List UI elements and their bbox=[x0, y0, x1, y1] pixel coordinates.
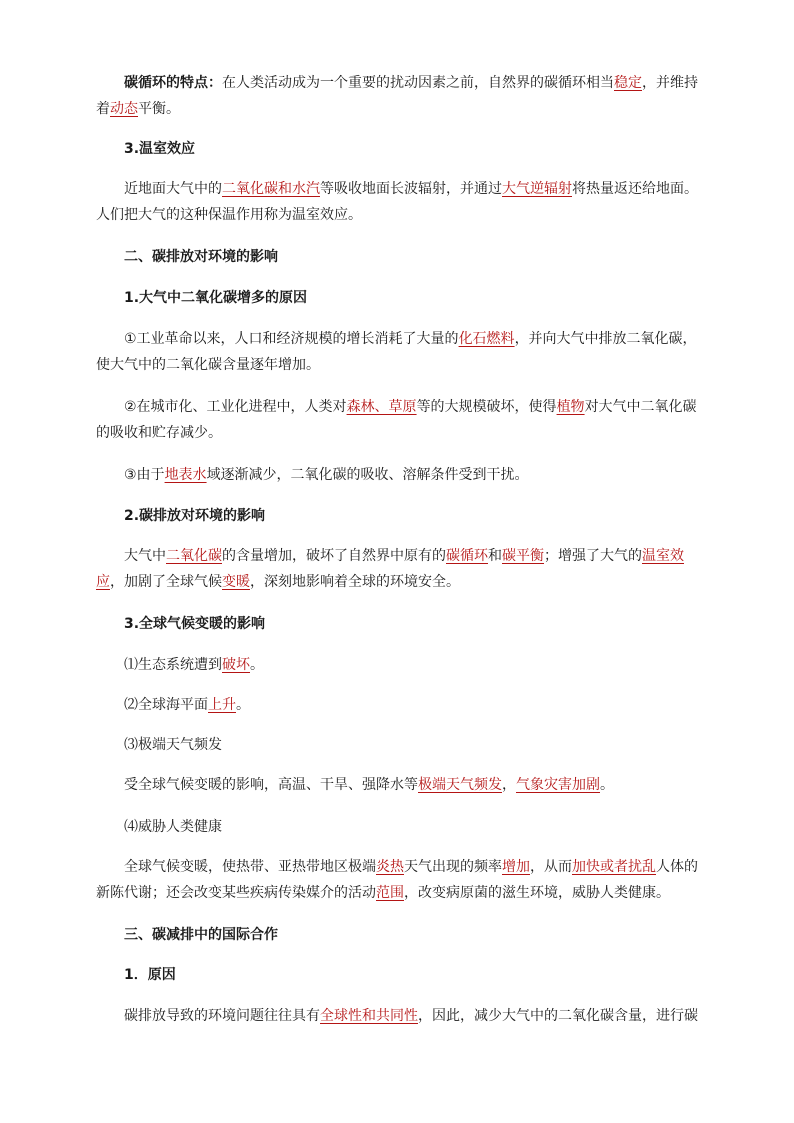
text-run: 将热量返还给地面。人们把大气的这种保温作用称为温室效应。 bbox=[96, 181, 698, 223]
list-item-health bbox=[96, 814, 700, 840]
text-run: ；增强了大气的 bbox=[544, 548, 642, 564]
text-run: 对大气中二氧化碳的吸收和贮存减少。 bbox=[96, 399, 697, 441]
text-run: 天气出现的频率 bbox=[404, 859, 502, 875]
paragraph-emission-impact bbox=[96, 543, 700, 595]
paragraph-carbon-cycle-feature bbox=[96, 70, 700, 122]
paragraph-cause-1 bbox=[96, 326, 700, 378]
paragraph-cause-2 bbox=[96, 394, 700, 446]
text-run: 人体的新陈代谢；还会改变某些疾病传染媒介的活动 bbox=[96, 859, 698, 901]
text-run: 。 bbox=[600, 777, 614, 793]
highlighted-term: 动态 bbox=[110, 101, 138, 117]
text-run: ，并向大气中排放二氧化碳，使大气中的二氧化碳含量逐年增加。 bbox=[96, 331, 697, 373]
section-heading-international-cooperation bbox=[96, 922, 700, 948]
paragraph-health bbox=[96, 854, 700, 906]
text-run: 。 bbox=[236, 697, 250, 713]
highlighted-term: 变暖 bbox=[222, 574, 250, 590]
bold-text: 2.碳排放对环境的影响 bbox=[124, 508, 266, 524]
highlighted-term: 化石燃料 bbox=[458, 331, 515, 347]
paragraph-reason bbox=[96, 1003, 700, 1029]
highlighted-term: 炎热 bbox=[376, 859, 404, 875]
text-run: 的含量增加，破坏了自然界中原有的 bbox=[222, 548, 446, 564]
bold-text: 三、碳减排中的国际合作 bbox=[124, 927, 278, 943]
text-run: 碳排放导致的环境问题往往具有 bbox=[124, 1008, 320, 1024]
heading-warming-impact bbox=[96, 611, 700, 637]
text-run: ，深刻地影响着全球的环境安全。 bbox=[250, 574, 460, 590]
text-run: 受全球气候变暖的影响，高温、干旱、强降水等 bbox=[124, 777, 418, 793]
text-run: 近地面大气中的 bbox=[124, 181, 222, 197]
text-run: ⑴生态系统遭到 bbox=[124, 657, 222, 673]
text-run: 和 bbox=[488, 548, 502, 564]
section-heading-carbon-emission-impact bbox=[96, 244, 700, 270]
highlighted-term: 碳循环 bbox=[446, 548, 488, 564]
highlighted-term: 全球性和共同性 bbox=[320, 1008, 418, 1024]
paragraph-greenhouse-effect bbox=[96, 176, 700, 228]
text-run: 等的大规模破坏，使得 bbox=[416, 399, 557, 415]
highlighted-term: 地表水 bbox=[164, 467, 207, 483]
paragraph-extreme-weather bbox=[96, 772, 700, 798]
text-run: ①工业革命以来，人口和经济规模的增长消耗了大量的 bbox=[124, 331, 459, 347]
text-run: ，加剧了全球气候 bbox=[110, 574, 222, 590]
highlighted-term: 二氧化碳和水汽 bbox=[222, 181, 320, 197]
highlighted-term: 稳定 bbox=[614, 75, 642, 91]
text-run: 域逐渐减少，二氧化碳的吸收、溶解条件受到干扰。 bbox=[206, 467, 529, 483]
text-run: 。 bbox=[250, 657, 264, 673]
text-run: ，并维持着 bbox=[96, 75, 698, 117]
text-run: ②在城市化、工业化进程中，人类对 bbox=[124, 399, 347, 415]
bold-text: 1.大气中二氧化碳增多的原因 bbox=[124, 290, 308, 306]
text-run: 等吸收地面长波辐射，并通过 bbox=[320, 181, 502, 197]
text-run: 平衡。 bbox=[138, 101, 180, 117]
list-item-extreme-weather bbox=[96, 732, 700, 758]
paragraph-cause-3 bbox=[96, 462, 700, 488]
list-item-sea-level bbox=[96, 692, 700, 718]
bold-text: 3.全球气候变暖的影响 bbox=[124, 616, 266, 632]
text-run: ，从而 bbox=[530, 859, 572, 875]
text-run: ⑷威胁人类健康 bbox=[124, 819, 222, 835]
text-run: ⑶极端天气频发 bbox=[124, 737, 222, 753]
highlighted-term: 碳平衡 bbox=[502, 548, 544, 564]
text-run: ，因此，减少大气中的二氧化碳含量，进行碳 bbox=[418, 1008, 698, 1024]
highlighted-term: 温室效应 bbox=[96, 548, 684, 590]
highlighted-term: 植物 bbox=[556, 399, 585, 415]
bold-text: 碳循环的特点： bbox=[124, 75, 222, 91]
text-run: ， bbox=[502, 777, 516, 793]
heading-co2-increase-causes bbox=[96, 285, 700, 311]
highlighted-term: 大气逆辐射 bbox=[502, 181, 572, 197]
text-run: 在人类活动成为一个重要的扰动因素之前，自然界的碳循环相当 bbox=[222, 75, 614, 91]
highlighted-term: 森林、草原 bbox=[346, 399, 417, 415]
highlighted-term: 增加 bbox=[502, 859, 530, 875]
text-run: ③由于 bbox=[124, 467, 165, 483]
heading-greenhouse-effect bbox=[96, 136, 700, 162]
highlighted-term: 二氧化碳 bbox=[166, 548, 222, 564]
highlighted-term: 上升 bbox=[208, 697, 236, 713]
bold-text: 3.温室效应 bbox=[124, 141, 196, 157]
bold-text: 二、碳排放对环境的影响 bbox=[124, 249, 278, 265]
heading-emission-impact bbox=[96, 503, 700, 529]
text-run: 大气中 bbox=[124, 548, 166, 564]
text-run: 全球气候变暖，使热带、亚热带地区极端 bbox=[124, 859, 376, 875]
text-run: ，改变病原菌的滋生环境，威胁人类健康。 bbox=[404, 885, 670, 901]
bold-text: 1．原因 bbox=[124, 967, 176, 983]
heading-reason bbox=[96, 962, 700, 988]
highlighted-term: 加快或者扰乱 bbox=[572, 859, 656, 875]
highlighted-term: 范围 bbox=[376, 885, 404, 901]
highlighted-term: 气象灾害加剧 bbox=[516, 777, 600, 793]
highlighted-term: 极端天气频发 bbox=[418, 777, 502, 793]
list-item-ecosystem bbox=[96, 652, 700, 678]
highlighted-term: 破坏 bbox=[222, 657, 250, 673]
text-run: ⑵全球海平面 bbox=[124, 697, 208, 713]
